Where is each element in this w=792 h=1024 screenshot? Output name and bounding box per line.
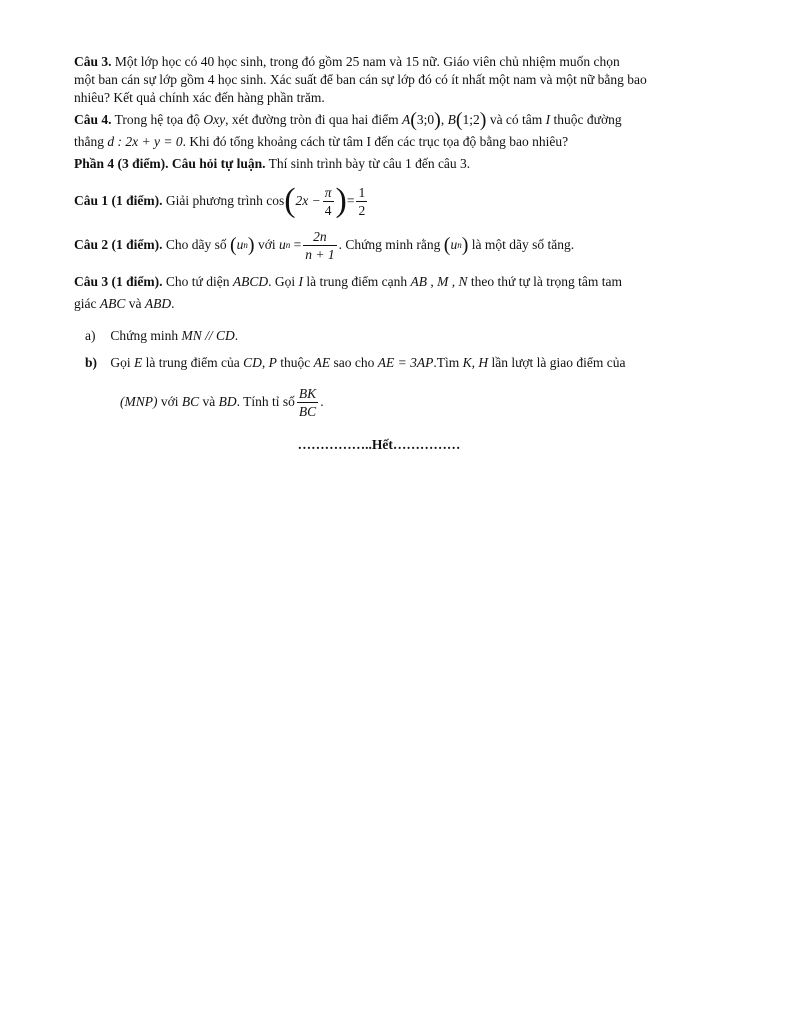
c2-u: u [236, 237, 244, 252]
c3-item-a [74, 327, 738, 345]
c3-b-ae: AE [313, 355, 331, 370]
c3-a-text: Chứng minh [110, 328, 179, 343]
c2-line [74, 225, 738, 265]
q3-line-2 [74, 71, 738, 89]
q3-label: Câu 3. [74, 54, 112, 69]
q4-line-2 [74, 133, 738, 151]
c3-text-h: . [171, 296, 175, 311]
c2-u-2: u [278, 237, 286, 252]
c3-b-t1: Gọi [110, 355, 131, 370]
q4-point-a: A [401, 112, 411, 127]
c3-a-label: a) [85, 328, 96, 343]
c3-abc: ABC [99, 296, 126, 311]
c2-equals: = [293, 237, 302, 252]
q3-line-1 [74, 53, 738, 71]
c2-paren-close-1: ) [247, 234, 255, 256]
c3-b-end: . [320, 394, 324, 409]
c2-sub-n: n [243, 240, 248, 250]
c3-b-t2: là trung điểm của [145, 355, 240, 370]
c3-b-mnp: (MNP) [120, 394, 158, 409]
c2-paren-open-1: ( [230, 234, 237, 256]
c3-b-cdp: CD, P [243, 355, 277, 370]
q4-text-d: thuộc đường [553, 112, 622, 127]
c3-abd: ABD [144, 296, 172, 311]
q4-coord-b: 1;2 [462, 112, 480, 127]
q4-text-f: . Khi đó tổng khoảng cách từ tâm I đến các trục tọa độ bằng bao nhiêu? [182, 134, 569, 149]
c1-cos: cos [266, 193, 285, 208]
c3-text-e: theo thứ tự là trọng tâm tam [470, 274, 623, 289]
c3-i: I [298, 274, 303, 289]
q3-text-3: nhiêu? Kết quả chính xác đến hàng phần trăm. [74, 90, 325, 105]
c1-arg: 2x − [295, 193, 321, 208]
c3-b-e: E [134, 355, 143, 370]
q4-point-b: B [447, 112, 456, 127]
c2-text-d: là một dãy số tăng. [471, 237, 575, 252]
c3-b-t7: với [160, 394, 179, 409]
c2-paren-close-2: ) [461, 234, 469, 256]
c3-a-end: . [234, 328, 239, 343]
exam-content [74, 53, 738, 454]
q3-text-1: Một lớp học có 40 học sinh, trong đó gồm 25 nam và 15 nữ. Giáo viên chủ nhiệm muốn chọn [114, 54, 620, 69]
c3-text-d: , [430, 274, 434, 289]
end-text: ……………..Hết…………… [297, 437, 461, 452]
c1-equals: = [346, 193, 355, 208]
part4-label: Phần 4 (3 điểm). [74, 156, 169, 171]
q4-text-b: , xét đường tròn đi qua hai điểm [225, 112, 399, 127]
c3-ab: AB [410, 274, 428, 289]
q4-label: Câu 4. [74, 112, 112, 127]
c1-half-fraction [356, 185, 367, 218]
c3-text-f: giác [74, 296, 97, 311]
q3-line-3 [74, 89, 738, 107]
c3-b-t8: và [202, 394, 216, 409]
c2-sub-n-2: n [285, 240, 291, 250]
c2-text-c: . Chứng minh rằng [338, 237, 441, 252]
c3-b-t4: sao cho [333, 355, 375, 370]
q4-coord-a: 3;0 [416, 112, 435, 127]
c2-paren-open-2: ( [443, 234, 451, 256]
c2-sub-n-3: n [457, 240, 462, 250]
c3-a-math: MN // CD [181, 328, 235, 343]
q4-text-a: Trong hệ tọa độ [114, 112, 201, 127]
c3-b-ratio [297, 386, 318, 419]
q4-paren-open-b: ( [455, 109, 463, 131]
q4-line-1: Câu 4. Trong hệ tọa độ Oxy, xét đường tròn đi qua hai điểm A(3;0), B(1;2) và có tâm I thuộc đường [74, 109, 622, 131]
c3-b-eq: AE = 3AP [377, 355, 434, 370]
c1-pi-fraction [323, 185, 334, 218]
c2-u-3: u [450, 237, 458, 252]
q3-text-2: một ban cán sự lớp gồm 4 học sinh. Xác suất để ban cán sự lớp đó có ít nhất một nam và một nữ bằng bao [74, 72, 647, 87]
c3-b-kh: K, H [462, 355, 489, 370]
q4-text-c: và có tâm [489, 112, 543, 127]
end-marker [74, 436, 738, 454]
c3-text-b: . Gọi [268, 274, 296, 289]
c3-item-b-line-2 [74, 382, 738, 422]
c2-den: n + 1 [305, 246, 335, 262]
c3-label: Câu 3 (1 điểm). [74, 274, 163, 289]
c1-one: 1 [358, 184, 366, 200]
c2-label: Câu 2 (1 điểm). [74, 237, 163, 252]
c3-b-num: BK [298, 385, 317, 401]
c3-item-b-line-1 [74, 354, 738, 372]
c3-b-t6: lần lượt là giao điểm của [491, 355, 626, 370]
c2-text-a: Cho dãy số [165, 237, 227, 252]
c2-text-b: với [257, 237, 276, 252]
c3-b-bd: BD [218, 394, 237, 409]
part4-heading [74, 155, 738, 173]
q4-center-i: I [545, 112, 551, 127]
q4-paren-close-b: ) [479, 109, 487, 131]
c1-label: Câu 1 (1 điểm). [74, 193, 163, 208]
q4-oxy: Oxy [203, 112, 226, 127]
c3-line-1 [74, 271, 738, 293]
c3-text-a: Cho tứ diện [165, 274, 230, 289]
part4-title: Câu hỏi tự luận. [171, 156, 266, 171]
c3-text-c: là trung điểm cạnh [306, 274, 408, 289]
c3-abcd: ABCD [232, 274, 269, 289]
c1-two: 2 [358, 202, 366, 218]
c3-text-g: và [128, 296, 142, 311]
c3-b-t3: thuộc [280, 355, 311, 370]
c1-text: Giải phương trình [165, 193, 263, 208]
c3-b-den: BC [298, 403, 317, 419]
c3-mn: M , N [437, 274, 468, 289]
q4-text-e: thẳng [74, 134, 104, 149]
c3-line-2 [74, 293, 738, 315]
c3-b-t5: .Tìm [433, 355, 460, 370]
c1-pi: π [324, 184, 332, 200]
c1-line: Câu 1 (1 điểm). Giải phương trình cos ( 2x − $\frac{\pi}{4}$ ) = $\frac{1}{2}$ [74, 182, 366, 219]
c2-fraction [303, 229, 336, 262]
c3-b-bc: BC [181, 394, 200, 409]
c1-four: 4 [324, 202, 332, 218]
q4-paren-close-a: ) [434, 109, 441, 131]
q4-line-equation: d : 2x + y = 0 [107, 134, 183, 149]
q4-paren-open-a: ( [410, 109, 417, 131]
c2-num: 2n [313, 228, 327, 244]
c3-b-label: b) [85, 355, 98, 370]
part4-desc: Thí sinh trình bày từ câu 1 đến câu 3. [268, 156, 471, 171]
c3-b-t9: . Tính tỉ số [236, 394, 295, 409]
